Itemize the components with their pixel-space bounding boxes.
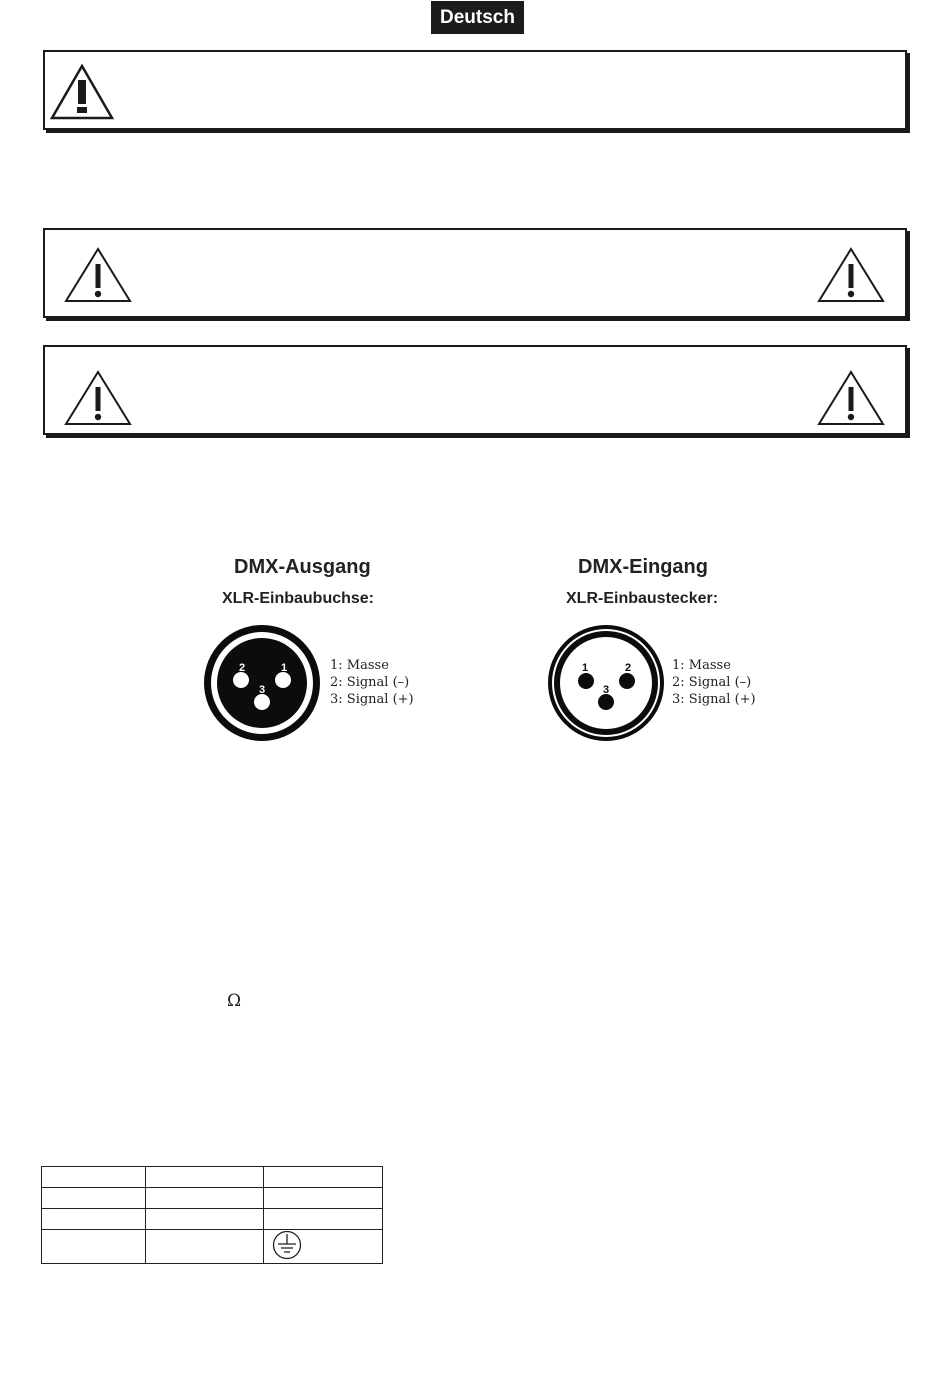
connector-title: DMX-Eingang	[578, 556, 708, 578]
pin-assignment: 3: Signal (+)	[330, 692, 414, 707]
warning-triangle-icon	[63, 369, 133, 432]
table-cell	[264, 1188, 383, 1209]
table-cell	[42, 1230, 146, 1264]
pin-assignment: 1: Masse	[330, 658, 389, 673]
table-cell	[146, 1209, 264, 1230]
table-row	[42, 1209, 383, 1230]
table-cell	[146, 1230, 264, 1264]
pin-label: 1	[581, 662, 589, 674]
xlr-plug-diagram	[547, 624, 665, 742]
connector-subtitle: XLR-Einbaubuchse:	[222, 590, 375, 607]
pin-assignment: 1: Masse	[672, 658, 731, 673]
pin-label: 3	[602, 684, 610, 696]
pin-assignment: 3: Signal (+)	[672, 692, 756, 707]
connector-subtitle: XLR-Einbaustecker:	[566, 590, 719, 607]
language-badge: Deutsch	[431, 1, 524, 34]
table-cell	[264, 1230, 383, 1264]
pin-assignment: 2: Signal (–)	[330, 675, 410, 690]
ground-symbol-icon	[270, 1249, 304, 1263]
warning-triangle-icon	[816, 246, 886, 309]
warning-triangle-icon	[63, 246, 133, 309]
table-cell	[42, 1188, 146, 1209]
pin-assignment-list	[672, 657, 756, 708]
table-row	[42, 1167, 383, 1188]
pin-label: 2	[238, 662, 246, 674]
table-cell	[264, 1209, 383, 1230]
table-cell	[146, 1188, 264, 1209]
table-cell	[42, 1167, 146, 1188]
warning-triangle-icon	[816, 369, 886, 432]
table-row	[42, 1230, 383, 1264]
pin-label: 2	[624, 662, 632, 674]
pin-label: 1	[280, 662, 288, 674]
table-cell	[264, 1167, 383, 1188]
warning-box-1	[43, 50, 907, 130]
omega-symbol: Ω	[227, 991, 242, 1011]
warning-box-2	[43, 228, 907, 318]
warning-box-3	[43, 345, 907, 435]
pin-label: 3	[258, 684, 266, 696]
xlr-socket-diagram	[203, 624, 321, 742]
connector-title: DMX-Ausgang	[234, 556, 371, 578]
pin-assignment: 2: Signal (–)	[672, 675, 752, 690]
table-row	[42, 1188, 383, 1209]
wiring-table	[41, 1166, 383, 1264]
table-cell	[42, 1209, 146, 1230]
pin-assignment-list	[330, 657, 414, 708]
table-cell	[146, 1167, 264, 1188]
warning-triangle-icon	[49, 63, 115, 126]
